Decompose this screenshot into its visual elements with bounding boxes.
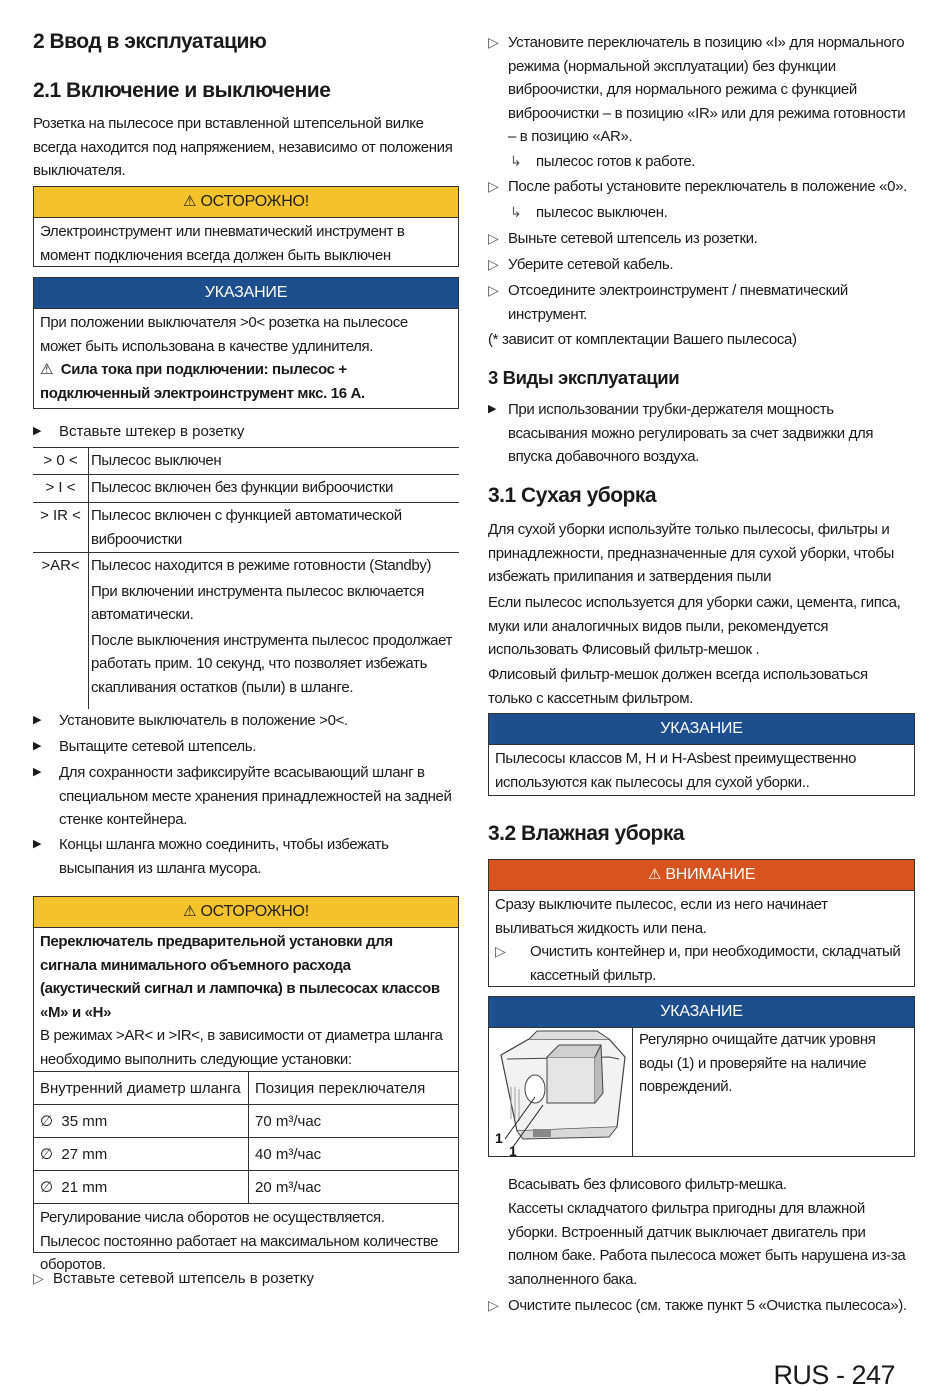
step-icon: ▷ [33,1270,44,1286]
table-row: > IR < Пылесос включен с функцией автоматической виброочистки [33,502,459,552]
note-box-1 [33,277,459,409]
list-item: ▶ Концы шланга можно соединить, чтобы избежать высыпания из шланга мусора. [33,833,459,880]
warning-icon: ⚠ [182,903,197,920]
list-item: ▶ Установите выключатель в положение >0<. [33,709,459,733]
step-icon: ▷ [488,1297,499,1313]
note-text: Пылесосы классов M, H и H-Asbest преимущественно используются как пылесосы для сухой уборки.. [495,750,857,791]
vacuum-illustration [489,1027,632,1156]
attention-bar: ⚠ ВНИМАНИЕ [489,860,914,891]
note-box-2 [488,713,915,796]
section-heading: 2 Ввод в эксплуатацию [33,30,267,53]
table-header-row: Внутренний диаметр шланга Позиция переключателя [34,1072,458,1105]
attention-box [488,859,915,987]
step-icon: ▷ [488,282,499,298]
page-number: RUS - 247 [773,1360,895,1390]
table-row: ∅ 35 mm 70 m³/час [34,1105,458,1138]
attention-text: Сразу выключите пылесос, если из него начинает выливаться жидкость или пена. [495,896,828,937]
bullet-icon: ▶ [33,838,42,850]
list-item: ▷ Уберите сетевой кабель. [488,253,915,277]
intro-paragraph: Розетка на пылесосе при вставленной штепсельной вилке всегда находится под напряжением, независимо от положения выключателя. [33,115,453,179]
list-item: ▷ После работы установите переключатель в положение «0». [488,175,915,199]
result-item: ↳ пылесос готов к работе. [488,150,915,174]
paragraph: Если пылесос используется для уборки сажи, цемента, гипса, муки или аналогичных видов пыли, рекомендуется использовать Флисовый фильтр-мешок . [488,594,901,658]
section-heading: 3 Виды эксплуатации [488,367,680,388]
list-item: ▷ Очистите пылесос (см. также пункт 5 «Очистка пылесоса»). [488,1294,915,1318]
step-icon: ▷ [495,943,506,959]
diameter-icon: ∅ [40,1113,54,1130]
note-bar: УКАЗАНИЕ [489,714,914,745]
vacuum-figure [489,1027,633,1156]
subsection-heading: 3.2 Влажная уборка [488,822,685,845]
paragraph: Флисовый фильтр-мешок должен всегда использоваться только с кассетным фильтром. [488,666,868,707]
table-row: >AR< Пылесос находится в режиме готовности (Standby) При включении инструмента пылесос включается автоматически. После выключения инструмента пылесос продолжает работать прим. 10 секунд, что позволяет избежать скапливания остатков (пыли) в шланге. [33,552,459,707]
result-icon: ↳ [510,153,522,169]
caution-text: В режимах >AR< и >IR<, в зависимости от диаметра шланга необходимо выполнить следующие установки: [40,1027,443,1068]
hose-table [34,1071,458,1203]
caution-box-1 [33,186,459,267]
note-text: Регулярно очищайте датчик уровня воды (1) и проверяйте на наличие повреждений. [639,1031,876,1095]
step-icon: ▷ [488,256,499,272]
bullet-icon: ▶ [33,714,42,726]
note-bar: УКАЗАНИЕ [34,278,458,309]
diameter-icon: ∅ [40,1179,54,1196]
result-item: ↳ пылесос выключен. [488,201,915,225]
figure-label: 1 [509,1143,517,1156]
list-item: ▷ Установите переключатель в позицию «I» для нормального режима (нормальной эксплуатации) без функции виброочистки, для нормального режима с функцией виброочистки – в позицию «IR» или для режима готовности – в позицию «AR». [488,31,915,149]
result-icon: ↳ [510,204,522,220]
bullet-icon: ▶ [33,766,42,778]
table-row: > 0 < Пылесос выключен [33,447,459,474]
warning-icon: ⚠ [182,193,197,210]
caution-text: Пылесос постоянно работает на максимальном количестве оборотов. [40,1232,439,1273]
list-item: ▷ Очистить контейнер и, при необходимости, складчатый кассетный фильтр. [495,940,908,987]
caution-box-2 [33,896,459,1273]
bullet-icon: ▶ [488,403,497,415]
caution-bar: ⚠ ОСТОРОЖНО! [34,897,458,928]
list-item: ▷ Вставьте сетевой штепсель в розетку [33,1267,459,1291]
footnote: (* зависит от комплектации Вашего пылесоса) [488,331,797,348]
subsection-heading: 3.1 Сухая уборка [488,484,657,507]
list-item: ▶ Вытащите сетевой штепсель. [33,735,459,759]
caution-bar: ⚠ ОСТОРОЖНО! [34,187,458,218]
figure-label: 1 [495,1130,503,1146]
list-item: ▶ При использовании трубки-держателя мощность всасывания можно регулировать за счет задвижки для впуска добавочного воздуха. [488,398,915,469]
step-icon: ▷ [488,34,499,50]
bullet-icon: ▶ [33,425,42,437]
bullet-icon: ▶ [33,740,42,752]
table-row: ∅ 21 mm 20 m³/час [34,1171,458,1204]
warning-icon: ⚠ [647,866,662,883]
paragraph: Для сухой уборки используйте только пылесосы, фильтры и принадлежности, предназначенные для сухой уборки, чтобы избежать прилипания и затвердения пыли [488,521,894,585]
warning-icon: ⚠ [40,361,61,378]
caution-text: Регулирование числа оборотов не осуществляется. [40,1209,385,1226]
list-item: ▷ Отсоедините электроинструмент / пневматический инструмент. [488,279,915,326]
list-item: ▶ Вставьте штекер в розетку [33,420,459,444]
diameter-icon: ∅ [40,1146,54,1163]
subsection-heading: 2.1 Включение и выключение [33,79,331,102]
caution-bold-text: Переключатель предварительной установки для сигнала минимального объемного расхода (акустический сигнал и лампочка) в пылесосах классов «M» и «H» [40,933,440,1021]
note-box-3 [488,996,915,1157]
table-row: > I < Пылесос включен без функции виброочистки [33,474,459,502]
list-item: ▷ Выньте сетевой штепсель из розетки. [488,227,915,251]
note-text: При положении выключателя >0< розетка на пылесосе может быть использована в качестве удлинителя. [40,314,408,355]
caution-text: Электроинструмент или пневматический инструмент в момент подключения всегда должен быть выключен [40,223,405,264]
note-bar: УКАЗАНИЕ [489,997,914,1028]
step-icon: ▷ [488,230,499,246]
paragraph: Всасывать без флисового фильтр-мешка. [508,1176,787,1193]
note-warning: ⚠ Сила тока при подключении: пылесос + подключенный электроинструмент мкс. 16 А. [40,361,365,402]
step-icon: ▷ [488,178,499,194]
list-item: ▶ Для сохранности зафиксируйте всасывающий шланг в специальном месте хранения принадлежностей на задней стенке контейнера. [33,761,459,832]
table-row: ∅ 27 mm 40 m³/час [34,1138,458,1171]
paragraph: Кассеты складчатого фильтра пригодны для влажной уборки. Встроенный датчик выключает двигатель при полном баке. Работа пылесоса может быть нарушена из-за заполненного бака. [508,1200,906,1288]
